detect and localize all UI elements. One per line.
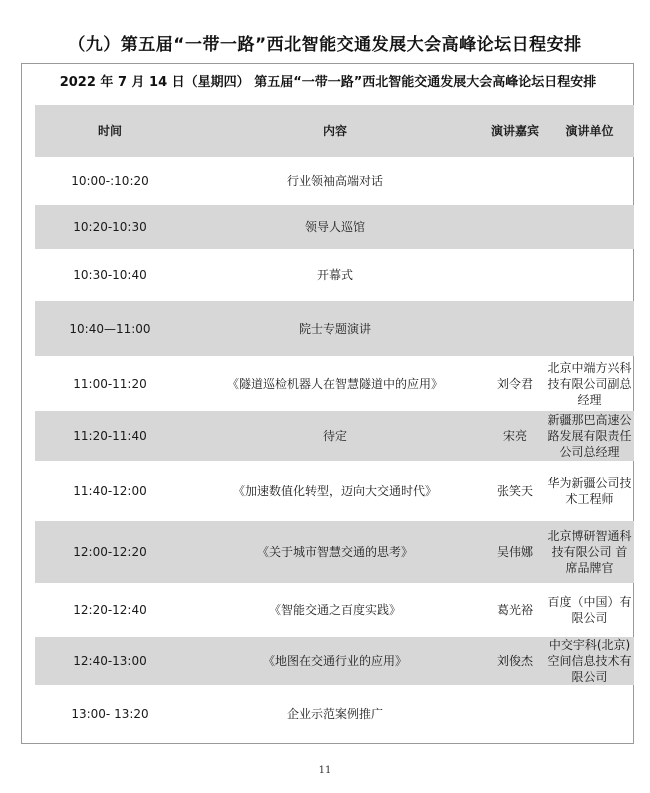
cell-speaker: 吴伟娜 <box>485 521 545 583</box>
cell-org <box>545 685 634 743</box>
cell-speaker <box>485 301 545 356</box>
cell-speaker <box>485 685 545 743</box>
cell-speaker: 刘令君 <box>496 376 533 391</box>
schedule-table <box>35 105 634 743</box>
cell-content: 《地图在交通行业的应用》 <box>185 637 485 685</box>
cell-time: 10:20-10:30 <box>35 205 185 249</box>
header-content: 内容 <box>185 105 485 157</box>
cell-org <box>545 249 634 301</box>
cell-speaker <box>485 249 545 301</box>
cell-org: 北京博研智通科技有限公司 首席品牌官 <box>545 521 634 583</box>
cell-org: 中交宇科(北京)空间信息技术有限公司 <box>545 637 634 685</box>
cell-speaker: 葛光裕 <box>496 603 533 617</box>
table-row <box>35 637 634 685</box>
header-org: 演讲单位 <box>545 105 634 157</box>
table-row <box>35 461 634 521</box>
cell-speaker: 宋亮 <box>485 411 545 461</box>
cell-content: 行业领袖高端对话 <box>286 174 383 188</box>
table-row <box>35 583 634 637</box>
cell-time: 12:00-12:20 <box>35 521 185 583</box>
cell-content: 《关于城市智慧交通的思考》 <box>185 521 485 583</box>
cell-org <box>545 205 634 249</box>
cell-content: 《加速数值化转型，迈向大交通时代》 <box>232 484 437 498</box>
page-number: 11 <box>318 765 332 776</box>
cell-speaker <box>485 157 545 205</box>
cell-content: 《智能交通之百度实践》 <box>268 603 401 617</box>
cell-time: 10:40—11:00 <box>35 301 185 356</box>
cell-time: 13:00- 13:20 <box>71 707 149 721</box>
cell-content: 企业示范案例推广 <box>286 707 383 721</box>
cell-time: 10:00-:10:20 <box>71 174 149 188</box>
header-speaker: 演讲嘉宾 <box>485 105 545 157</box>
cell-org <box>545 157 634 205</box>
table-row <box>35 685 634 743</box>
cell-time: 12:20-12:40 <box>73 603 147 617</box>
cell-time: 12:40-13:00 <box>35 637 185 685</box>
cell-speaker <box>485 205 545 249</box>
cell-content: 待定 <box>185 411 485 461</box>
cell-org: 北京中端方兴科技有限公司副总经理 <box>547 360 632 407</box>
cell-org <box>545 301 634 356</box>
cell-content: 开幕式 <box>316 268 353 282</box>
cell-org: 新疆那巴高速公路发展有限责任公司总经理 <box>545 411 634 461</box>
cell-content: 院士专题演讲 <box>185 301 485 356</box>
schedule-subtitle: 2022 年 7 月 14 日（星期四） 第五届“一带一路”西北智能交通发展大会高峰论坛日程安排 <box>59 75 597 90</box>
cell-content: 《隧道巡检机器人在智慧隧道中的应用》 <box>226 376 443 391</box>
table-row <box>35 205 634 249</box>
table-header-row <box>35 105 634 157</box>
table-row <box>35 249 634 301</box>
cell-time: 11:40-12:00 <box>73 484 147 498</box>
cell-org: 百度（中国）有限公司 <box>547 595 632 625</box>
table-row <box>35 157 634 205</box>
table-row <box>35 356 634 411</box>
cell-time: 10:30-10:40 <box>73 268 147 282</box>
cell-speaker: 张笑天 <box>496 484 533 498</box>
table-row <box>35 411 634 461</box>
cell-time: 11:20-11:40 <box>35 411 185 461</box>
table-row <box>35 301 634 356</box>
document-heading: （九）第五届“一带一路”西北智能交通发展大会高峰论坛日程安排 <box>68 35 582 55</box>
cell-speaker: 刘俊杰 <box>485 637 545 685</box>
header-time: 时间 <box>35 105 185 157</box>
cell-org: 华为新疆公司技术工程师 <box>547 476 632 506</box>
table-row <box>35 521 634 583</box>
cell-time: 11:00-11:20 <box>73 376 147 391</box>
cell-content: 领导人巡馆 <box>185 205 485 249</box>
